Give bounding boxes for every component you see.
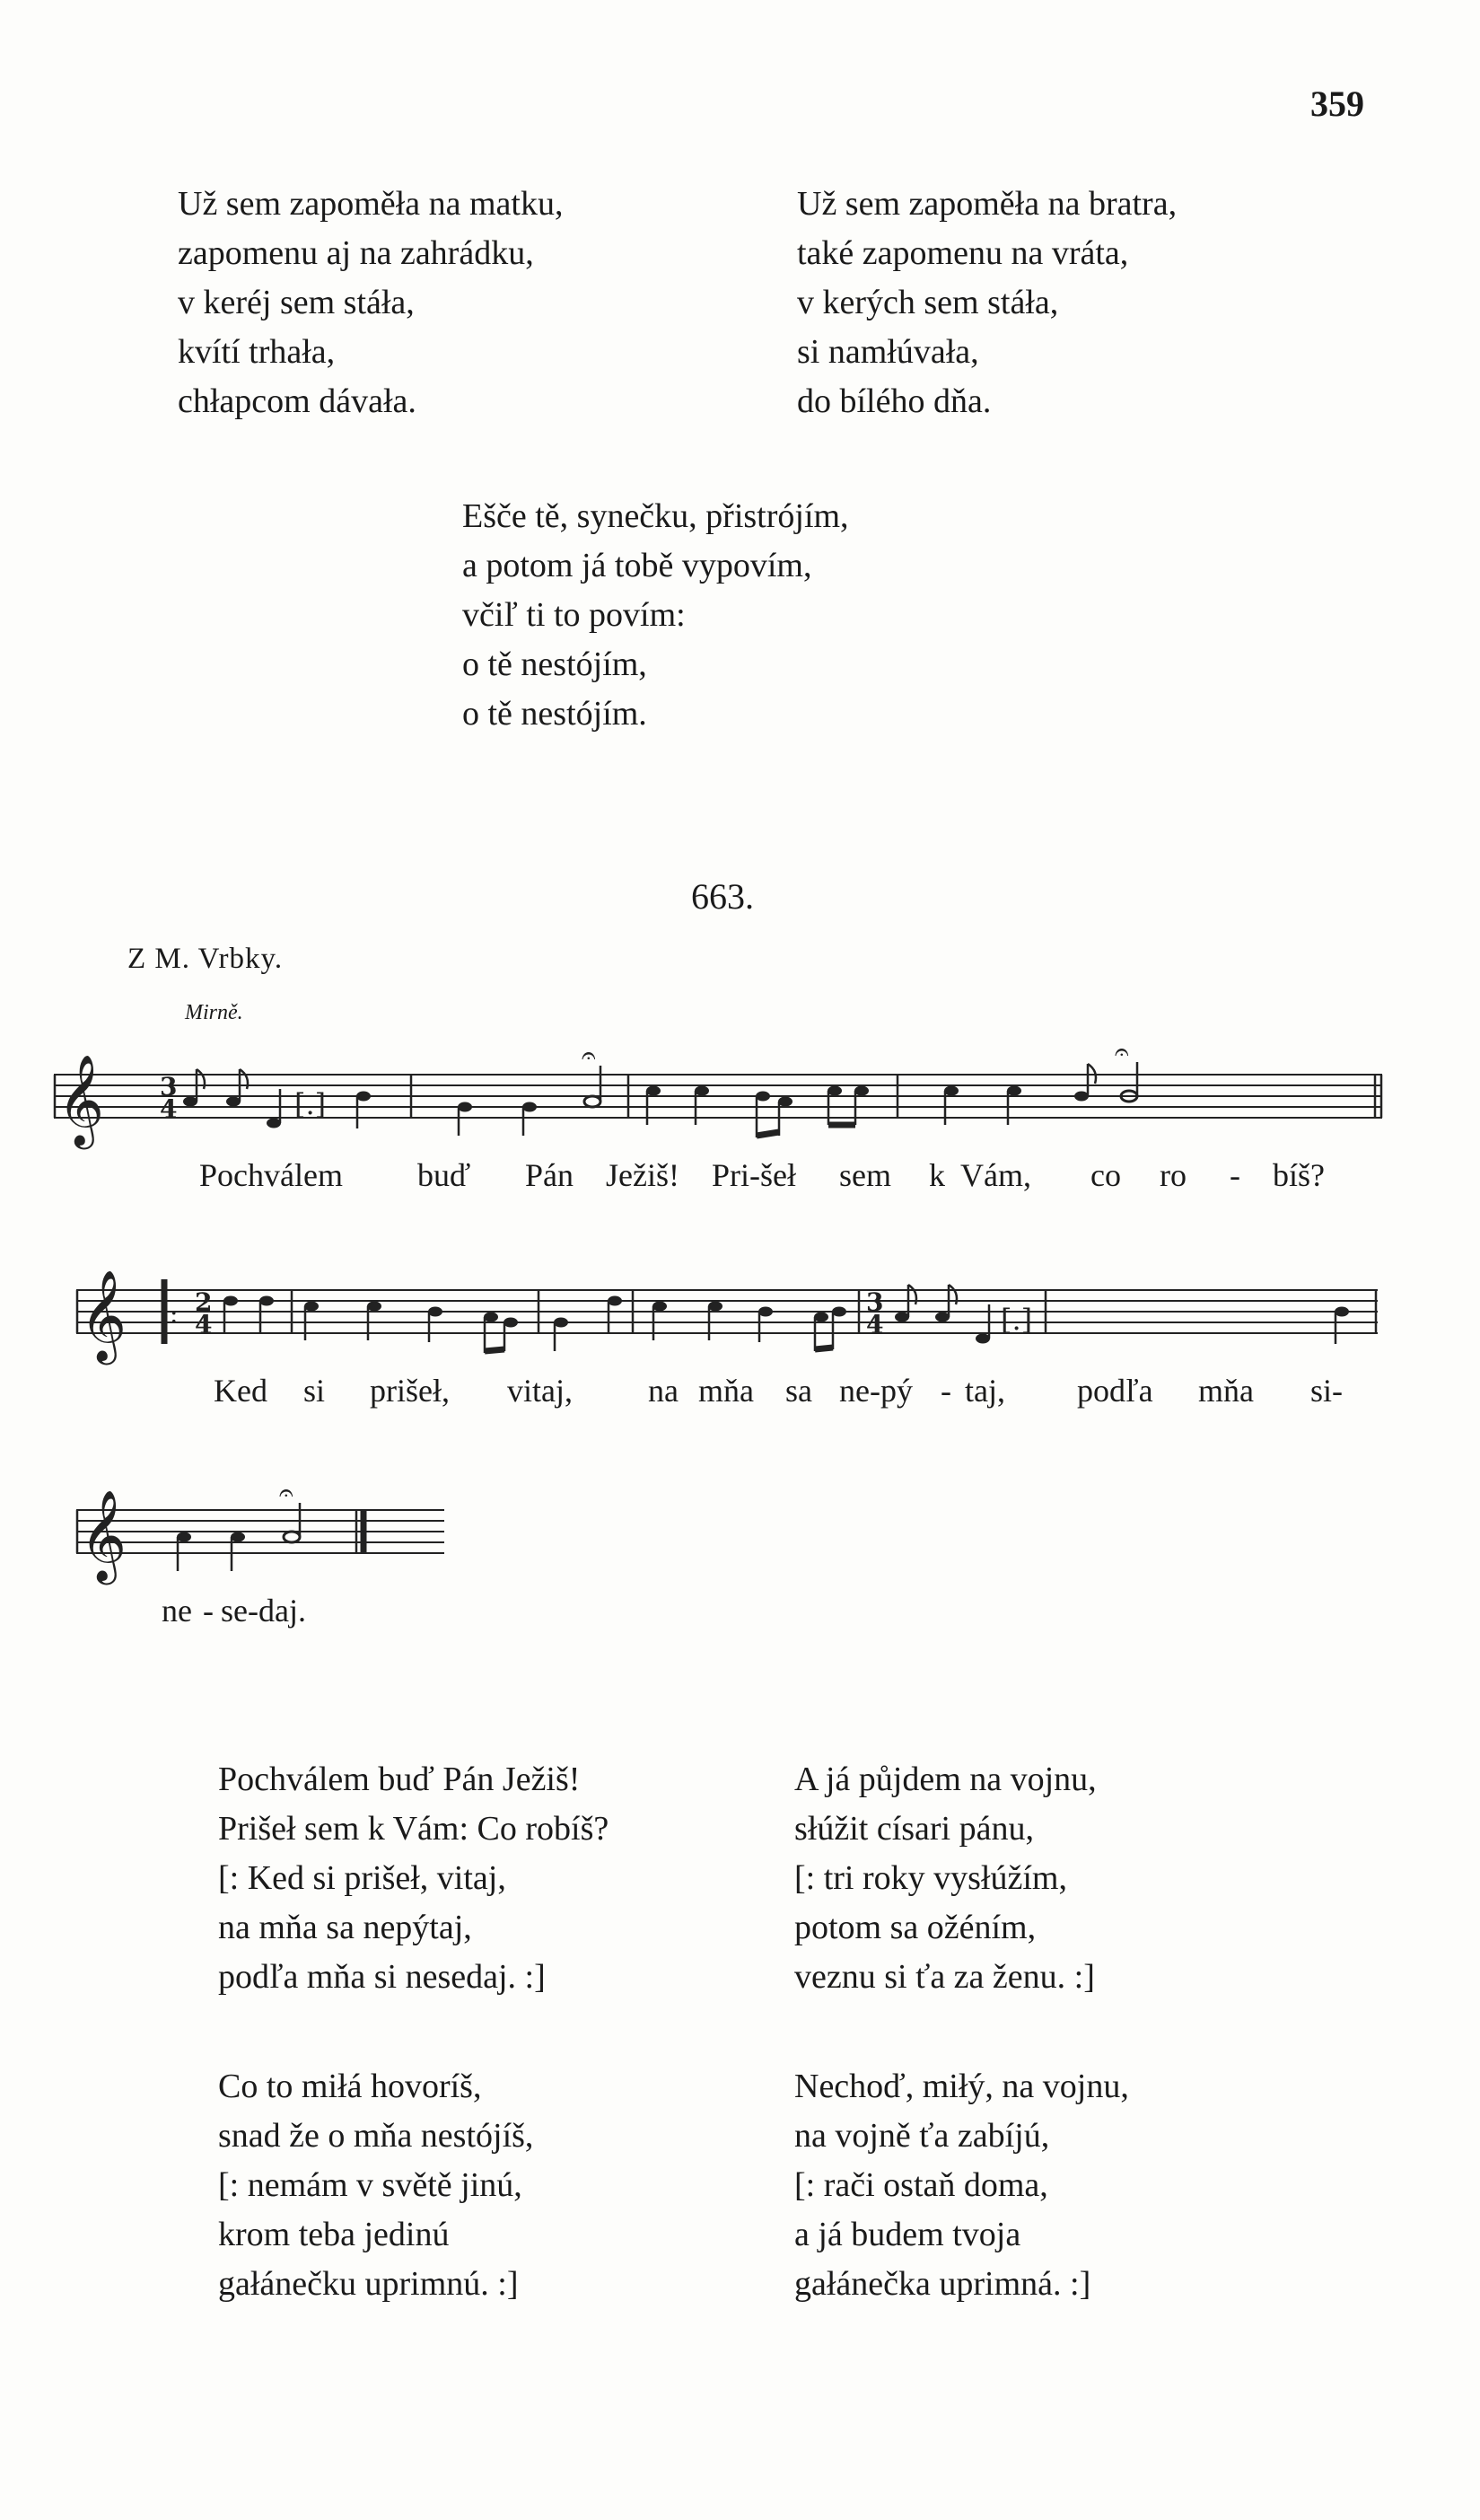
verse-line: o tě nestójím. bbox=[462, 695, 647, 733]
note bbox=[504, 1318, 518, 1328]
lyric-syllable: bíš? bbox=[1273, 1157, 1325, 1193]
repeat-dots: : bbox=[170, 1299, 179, 1329]
lyric-syllable: mňa bbox=[1198, 1373, 1254, 1409]
tempo-marking: Mirně. bbox=[185, 1001, 243, 1024]
note bbox=[259, 1296, 274, 1306]
stanza-top-center bbox=[462, 492, 849, 739]
lyric-syllable: Ježiš! bbox=[606, 1157, 679, 1193]
lyric-syllable: vitaj, bbox=[507, 1373, 573, 1409]
note bbox=[522, 1102, 537, 1112]
verse-line: na vojně ťa zabíjú, bbox=[794, 2117, 1050, 2155]
lyric-syllable: ne bbox=[162, 1593, 192, 1629]
verse-line: do bílého dňa. bbox=[797, 382, 992, 420]
verse-line: Už sem zapoměła na bratra, bbox=[797, 185, 1178, 223]
verse-line: Prišeł sem k Vám: Co robíš? bbox=[218, 1810, 609, 1848]
note bbox=[367, 1302, 381, 1312]
note bbox=[976, 1334, 990, 1344]
fermata-icon: 𝄐 bbox=[279, 1478, 293, 1507]
lyric-syllable: si- bbox=[1310, 1373, 1343, 1409]
note bbox=[608, 1296, 622, 1306]
verse-line: také zapomenu na vráta, bbox=[797, 234, 1129, 272]
time-signature-top: 2 bbox=[195, 1287, 213, 1317]
verse-line: a já budem tvoja bbox=[794, 2216, 1021, 2253]
verse-line: o tě nestójím, bbox=[462, 645, 647, 683]
music-staff-3 bbox=[76, 1478, 453, 1581]
verse-line: na mňa sa nepýtaj, bbox=[218, 1909, 472, 1946]
note bbox=[1335, 1307, 1349, 1317]
lyric-syllable: mňa bbox=[698, 1373, 754, 1409]
song-source: Z M. Vrbky. bbox=[127, 943, 284, 975]
verse-line: a potom já tobě vypovím, bbox=[462, 547, 812, 584]
note bbox=[284, 1532, 300, 1542]
note bbox=[584, 1096, 600, 1107]
rest-bracket: [.] bbox=[1001, 1303, 1033, 1337]
verse-line: si namłúvała, bbox=[797, 333, 979, 371]
song-stanza-1-left bbox=[218, 1755, 609, 2002]
note bbox=[832, 1307, 846, 1317]
verse-line: veznu si ťa za ženu. :] bbox=[794, 1958, 1095, 1996]
lyric-syllable: Pri-šeł bbox=[712, 1157, 796, 1193]
note bbox=[231, 1532, 245, 1542]
song-stanza-2-right bbox=[794, 2062, 1129, 2309]
verse-line: [: rači ostaň doma, bbox=[794, 2166, 1048, 2204]
song-stanza-2-left bbox=[218, 2062, 533, 2309]
note bbox=[554, 1318, 568, 1328]
verse-line: krom teba jedinú bbox=[218, 2216, 450, 2253]
note bbox=[458, 1102, 472, 1112]
time-signature-top: 3 bbox=[160, 1072, 178, 1102]
verse-line: gałánečka uprimná. :] bbox=[794, 2265, 1091, 2303]
verse-line: podľa mňa si nesedaj. :] bbox=[218, 1958, 546, 1996]
lyrics-line-3 bbox=[0, 1592, 1480, 1633]
stanza-top-right bbox=[797, 180, 1177, 426]
verse-line: [: tri roky vysłúžím, bbox=[794, 1859, 1067, 1897]
lyric-syllable: ne-pý bbox=[839, 1373, 913, 1409]
verse-line: v keréj sem stáła, bbox=[178, 284, 415, 321]
note bbox=[1007, 1086, 1021, 1096]
lyric-syllable: prišeł, bbox=[370, 1373, 450, 1409]
music-staff-1 bbox=[54, 1037, 1382, 1146]
page-number: 359 bbox=[1310, 83, 1364, 124]
note bbox=[223, 1296, 238, 1306]
lyric-syllable: sem bbox=[839, 1157, 891, 1193]
note bbox=[814, 1313, 828, 1322]
time-signature-top: 3 bbox=[866, 1287, 884, 1317]
lyric-syllable: Vám, bbox=[960, 1157, 1031, 1193]
treble-clef-icon: 𝄞 bbox=[80, 1269, 127, 1361]
verse-line: Co to miłá hovoríš, bbox=[218, 2068, 482, 2105]
note bbox=[778, 1097, 793, 1107]
music-staff-2 bbox=[76, 1270, 1378, 1360]
note bbox=[652, 1302, 667, 1312]
verse-line: Už sem zapoměła na matku, bbox=[178, 185, 564, 223]
time-signature-bottom: 4 bbox=[866, 1310, 884, 1339]
note bbox=[356, 1092, 371, 1102]
verse-line: Nechoď, miłý, na vojnu, bbox=[794, 2068, 1129, 2105]
lyric-syllable: podľa bbox=[1077, 1373, 1153, 1409]
note bbox=[895, 1313, 909, 1322]
verse-line: [: Ked si prišeł, vitaj, bbox=[218, 1859, 506, 1897]
lyric-syllable: - bbox=[203, 1593, 214, 1629]
fermata-icon: 𝄐 bbox=[582, 1040, 596, 1070]
note bbox=[854, 1086, 869, 1096]
lyrics-line-2 bbox=[0, 1372, 1480, 1413]
fermata-icon: 𝄐 bbox=[1115, 1037, 1129, 1067]
note bbox=[828, 1086, 842, 1096]
note bbox=[183, 1097, 197, 1107]
verse-line: słúžit císari pánu, bbox=[794, 1810, 1034, 1848]
note bbox=[226, 1097, 241, 1107]
verse-line: A já půjdem na vojnu, bbox=[794, 1760, 1097, 1798]
rest-bracket: [.] bbox=[294, 1087, 327, 1121]
verse-line: potom sa ožéním, bbox=[794, 1909, 1037, 1946]
verse-line: Ešče tě, synečku, přistrójím, bbox=[462, 497, 849, 535]
lyric-syllable: Pochválem bbox=[199, 1157, 343, 1193]
note bbox=[646, 1086, 661, 1096]
verse-line: včiľ ti to povím: bbox=[462, 596, 686, 634]
note bbox=[484, 1313, 498, 1322]
treble-clef-icon: 𝄞 bbox=[80, 1488, 127, 1581]
lyric-syllable: sa bbox=[785, 1373, 812, 1409]
lyric-syllable: se-daj. bbox=[221, 1593, 306, 1629]
treble-clef-icon: 𝄞 bbox=[57, 1053, 105, 1146]
note bbox=[267, 1119, 281, 1128]
note bbox=[304, 1302, 319, 1312]
lyrics-line-1 bbox=[0, 1156, 1480, 1198]
note bbox=[756, 1092, 770, 1102]
verse-line: chłapcom dávała. bbox=[178, 382, 416, 420]
lyric-syllable: - bbox=[1230, 1157, 1240, 1193]
verse-line: kvítí trhała, bbox=[178, 333, 336, 371]
note bbox=[177, 1532, 191, 1542]
note bbox=[1074, 1092, 1089, 1102]
verse-line: zapomenu aj na zahrádku, bbox=[178, 234, 534, 272]
lyric-syllable: na bbox=[648, 1373, 679, 1409]
verse-line: snad že o mňa nestójíš, bbox=[218, 2117, 534, 2155]
lyric-syllable: si bbox=[303, 1373, 326, 1409]
lyric-syllable: ro bbox=[1160, 1157, 1187, 1193]
lyric-syllable: Ked bbox=[214, 1373, 267, 1409]
note bbox=[935, 1313, 950, 1322]
lyric-syllable: Pán bbox=[525, 1157, 574, 1193]
verse-line: [: nemám v světě jinú, bbox=[218, 2166, 522, 2204]
lyric-syllable: co bbox=[1090, 1157, 1121, 1193]
lyric-syllable: taj, bbox=[965, 1373, 1005, 1409]
lyric-syllable: buď bbox=[417, 1157, 471, 1193]
verse-line: Pochválem buď Pán Ježiš! bbox=[218, 1760, 581, 1798]
note bbox=[758, 1307, 773, 1317]
verse-line: gałánečku uprimnú. :] bbox=[218, 2265, 519, 2303]
note bbox=[944, 1086, 959, 1096]
note bbox=[428, 1307, 442, 1317]
verse-line: v kerých sem stáła, bbox=[797, 284, 1059, 321]
lyric-syllable: k bbox=[929, 1157, 945, 1193]
note bbox=[708, 1302, 722, 1312]
time-signature-bottom: 4 bbox=[195, 1310, 213, 1339]
stanza-top-left bbox=[178, 180, 563, 426]
lyric-syllable: - bbox=[941, 1373, 951, 1409]
time-signature-bottom: 4 bbox=[160, 1094, 178, 1124]
song-stanza-1-right bbox=[794, 1755, 1097, 2002]
note bbox=[695, 1086, 709, 1096]
song-number: 663. bbox=[691, 876, 754, 917]
